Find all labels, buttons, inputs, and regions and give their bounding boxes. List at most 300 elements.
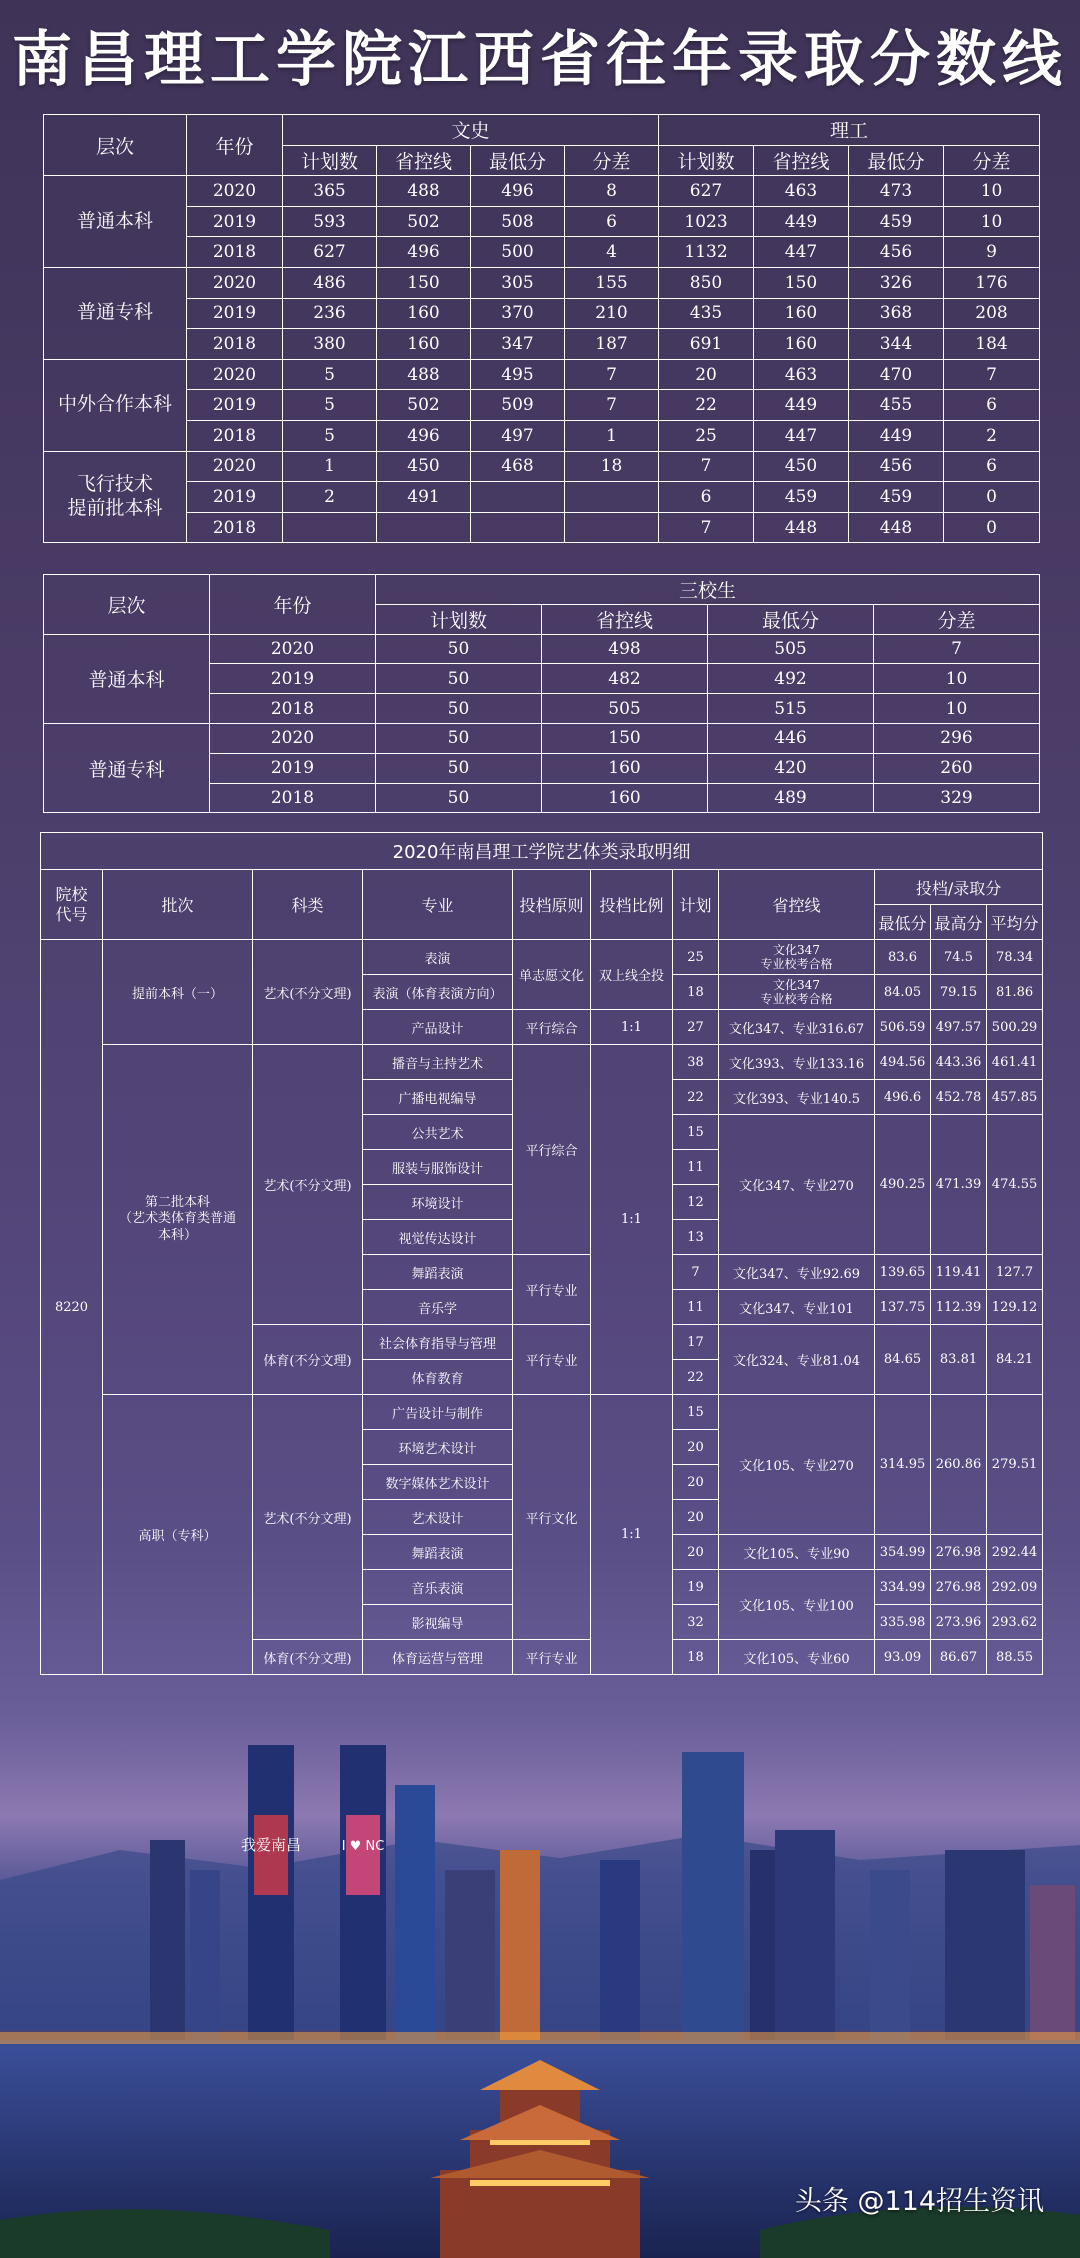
value-cell: 150 [377,267,471,298]
plan: 12 [673,1185,719,1220]
table-row [44,298,1040,329]
max-score: 276.98 [931,1535,987,1570]
header-control-line: 省控线 [542,604,708,634]
principle: 平行专业 [513,1640,591,1675]
value-cell: 505 [708,634,874,664]
major: 舞蹈表演 [363,1255,513,1290]
level-cell: 飞行技术 提前批本科 [44,451,187,543]
value-cell: 0 [944,512,1040,543]
value-cell: 7 [874,634,1040,664]
table-caption: 2020年南昌理工学院艺体类录取明细 [41,833,1043,870]
value-cell: 50 [376,783,542,813]
value-cell: 25 [659,420,754,451]
header-plan: 计划数 [376,604,542,634]
value-cell: 448 [754,512,849,543]
value-cell: 496 [377,420,471,451]
control-line: 文化105、专业270 [719,1395,875,1535]
year-cell: 2018 [187,420,283,451]
major: 表演 [363,940,513,975]
value-cell: 7 [944,359,1040,390]
principle: 平行综合 [513,1045,591,1255]
plan: 32 [673,1605,719,1640]
avg-score: 461.41 [987,1045,1043,1080]
avg-score: 474.55 [987,1115,1043,1255]
value-cell: 0 [944,482,1040,513]
plan: 20 [673,1465,719,1500]
header-control-line: 省控线 [719,870,875,940]
neon-sign-left [254,1815,288,1895]
value-cell: 260 [874,753,1040,783]
value-cell: 368 [849,298,944,329]
value-cell: 7 [565,359,659,390]
avg-score: 292.09 [987,1570,1043,1605]
value-cell: 470 [849,359,944,390]
header-principle: 投档原则 [513,870,591,940]
max-score: 86.67 [931,1640,987,1675]
value-cell: 459 [849,482,944,513]
value-cell: 50 [376,664,542,694]
avg-score: 78.34 [987,940,1043,975]
value-cell: 450 [377,451,471,482]
value-cell: 456 [849,451,944,482]
control-line: 文化105、专业100 [719,1570,875,1640]
value-cell: 482 [542,664,708,694]
value-cell: 160 [542,783,708,813]
header-diff: 分差 [944,145,1040,176]
value-cell: 10 [874,664,1040,694]
min-score: 139.65 [875,1255,931,1290]
control-line: 文化393、专业133.16 [719,1045,875,1080]
value-cell: 498 [542,634,708,664]
ratio: 1:1 [591,1010,673,1045]
value-cell: 210 [565,298,659,329]
value-cell [565,512,659,543]
category-art: 艺术(不分文理) [253,1045,363,1325]
value-cell: 448 [849,512,944,543]
max-score: 74.5 [931,940,987,975]
control-line: 文化347、专业270 [719,1115,875,1255]
plan: 19 [673,1570,719,1605]
school-code: 8220 [41,940,103,1675]
header-ratio: 投档比例 [591,870,673,940]
value-cell: 50 [376,634,542,664]
value-cell: 6 [944,451,1040,482]
level-cell: 普通本科 [44,634,210,723]
year-cell: 2020 [187,359,283,390]
value-cell: 326 [849,267,944,298]
header-diff: 分差 [565,145,659,176]
min-score: 494.56 [875,1045,931,1080]
year-cell: 2020 [210,723,376,753]
table-row [44,634,1040,664]
plan: 25 [673,940,719,975]
header-max: 最高分 [931,905,987,940]
value-cell: 7 [565,390,659,421]
major: 表演（体育表演方向） [363,975,513,1010]
value-cell: 236 [283,298,377,329]
principle: 平行专业 [513,1255,591,1325]
value-cell: 208 [944,298,1040,329]
level-cell: 中外合作本科 [44,359,187,451]
value-cell: 50 [376,723,542,753]
value-cell: 496 [471,176,565,207]
value-cell: 10 [874,694,1040,724]
plan: 15 [673,1395,719,1430]
value-cell: 486 [283,267,377,298]
plan: 20 [673,1500,719,1535]
max-score: 83.81 [931,1325,987,1395]
plan: 20 [673,1535,719,1570]
min-score: 354.99 [875,1535,931,1570]
avg-score: 279.51 [987,1395,1043,1535]
value-cell: 18 [565,451,659,482]
major: 播音与主持艺术 [363,1045,513,1080]
header-plan: 计划 [673,870,719,940]
value-cell: 155 [565,267,659,298]
neon-sign-text-right: I ♥ NC [341,1839,385,1854]
value-cell: 455 [849,390,944,421]
plan: 11 [673,1150,719,1185]
value-cell: 502 [377,206,471,237]
value-cell: 463 [754,176,849,207]
ratio: 1:1 [591,1395,673,1675]
header-sanxiaosheng: 三校生 [376,575,1040,605]
value-cell: 4 [565,237,659,268]
min-score: 137.75 [875,1290,931,1325]
year-cell: 2018 [210,694,376,724]
year-cell: 2020 [187,176,283,207]
principle: 平行文化 [513,1395,591,1640]
value-cell: 329 [874,783,1040,813]
major: 广播电视编导 [363,1080,513,1115]
value-cell: 515 [708,694,874,724]
value-cell: 1023 [659,206,754,237]
value-cell: 489 [708,783,874,813]
value-cell: 344 [849,329,944,360]
table-row [44,329,1040,360]
control-line: 文化347 专业校考合格 [719,975,875,1010]
value-cell: 5 [283,420,377,451]
avg-score: 129.12 [987,1290,1043,1325]
ratio: 双上线全投 [591,940,673,1010]
major: 音乐学 [363,1290,513,1325]
value-cell: 691 [659,329,754,360]
ratio: 1:1 [591,1045,673,1395]
value-cell: 463 [754,359,849,390]
value-cell [565,482,659,513]
value-cell: 160 [377,329,471,360]
value-cell: 10 [944,176,1040,207]
table-row [44,237,1040,268]
major: 视觉传达设计 [363,1220,513,1255]
batch-early: 提前本科（一） [103,940,253,1045]
value-cell: 491 [377,482,471,513]
value-cell: 187 [565,329,659,360]
value-cell: 7 [659,512,754,543]
min-score: 84.65 [875,1325,931,1395]
year-cell: 2020 [187,267,283,298]
table-row [44,420,1040,451]
header-min-score: 最低分 [471,145,565,176]
header-school-code: 院校 代号 [41,870,103,940]
admission-table-general [43,114,1040,543]
year-cell: 2018 [187,329,283,360]
major: 数字媒体艺术设计 [363,1465,513,1500]
header-control-line: 省控线 [754,145,849,176]
value-cell: 176 [944,267,1040,298]
header-score-group: 投档/录取分 [875,870,1043,905]
major: 体育运营与管理 [363,1640,513,1675]
min-score: 496.6 [875,1080,931,1115]
header-min-score: 最低分 [849,145,944,176]
major: 服装与服饰设计 [363,1150,513,1185]
header-year: 年份 [187,115,283,176]
value-cell: 459 [754,482,849,513]
value-cell [377,512,471,543]
header-diff: 分差 [874,604,1040,634]
max-score: 452.78 [931,1080,987,1115]
header-control-line: 省控线 [377,145,471,176]
header-min: 最低分 [875,905,931,940]
value-cell: 5 [283,359,377,390]
max-score: 497.57 [931,1010,987,1045]
avg-score: 293.62 [987,1605,1043,1640]
value-cell: 6 [659,482,754,513]
major: 公共艺术 [363,1115,513,1150]
year-cell: 2018 [187,237,283,268]
value-cell: 370 [471,298,565,329]
art-sports-admission-table [40,832,1043,1675]
value-cell: 22 [659,390,754,421]
batch-vocational: 高职（专科） [103,1395,253,1675]
principle: 平行综合 [513,1010,591,1045]
year-cell: 2019 [187,390,283,421]
header-year: 年份 [210,575,376,635]
value-cell: 627 [283,237,377,268]
value-cell: 420 [708,753,874,783]
value-cell: 20 [659,359,754,390]
value-cell: 508 [471,206,565,237]
avg-score: 457.85 [987,1080,1043,1115]
major: 产品设计 [363,1010,513,1045]
category-art: 艺术(不分文理) [253,940,363,1045]
table-row [44,390,1040,421]
value-cell: 449 [849,420,944,451]
value-cell: 6 [944,390,1040,421]
header-ligong: 理工 [659,115,1040,146]
value-cell: 593 [283,206,377,237]
value-cell: 6 [565,206,659,237]
min-score: 334.99 [875,1570,931,1605]
header-level: 层次 [44,115,187,176]
value-cell: 5 [283,390,377,421]
plan: 22 [673,1080,719,1115]
page-title: 南昌理工学院江西省往年录取分数线 [12,25,1068,95]
plan: 38 [673,1045,719,1080]
admission-table-sanxiaosheng [43,574,1040,813]
principle: 平行专业 [513,1325,591,1395]
city-skyline-photo [0,1700,1080,2258]
avg-score: 88.55 [987,1640,1043,1675]
value-cell: 435 [659,298,754,329]
max-score: 276.98 [931,1570,987,1605]
category-sport: 体育(不分文理) [253,1640,363,1675]
major: 艺术设计 [363,1500,513,1535]
value-cell: 2 [283,482,377,513]
value-cell: 468 [471,451,565,482]
value-cell: 450 [754,451,849,482]
level-cell: 普通专科 [44,267,187,359]
value-cell: 160 [542,753,708,783]
value-cell: 160 [377,298,471,329]
value-cell [471,512,565,543]
min-score: 84.05 [875,975,931,1010]
header-wenshi: 文史 [283,115,659,146]
control-line: 文化105、专业90 [719,1535,875,1570]
value-cell: 50 [376,753,542,783]
batch-second: 第二批本科 （艺术类体育类普通 本科） [103,1045,253,1395]
control-line: 文化347、专业316.67 [719,1010,875,1045]
neon-sign-text-left: 我爱南昌 [240,1836,302,1854]
value-cell: 10 [944,206,1040,237]
control-line: 文化347 专业校考合格 [719,940,875,975]
plan: 11 [673,1290,719,1325]
year-cell: 2019 [210,753,376,783]
avg-score: 500.29 [987,1010,1043,1045]
major: 舞蹈表演 [363,1535,513,1570]
value-cell: 449 [754,390,849,421]
major: 影视编导 [363,1605,513,1640]
max-score: 443.36 [931,1045,987,1080]
header-major: 专业 [363,870,513,940]
year-cell: 2020 [210,634,376,664]
value-cell: 447 [754,237,849,268]
header-avg: 平均分 [987,905,1043,940]
value-cell: 497 [471,420,565,451]
major: 音乐表演 [363,1570,513,1605]
control-line: 文化347、专业101 [719,1290,875,1325]
plan: 27 [673,1010,719,1045]
major: 环境艺术设计 [363,1430,513,1465]
control-line: 文化393、专业140.5 [719,1080,875,1115]
year-cell: 2019 [210,664,376,694]
value-cell: 473 [849,176,944,207]
header-plan: 计划数 [659,145,754,176]
value-cell: 50 [376,694,542,724]
plan: 7 [673,1255,719,1290]
value-cell: 160 [754,298,849,329]
value-cell: 296 [874,723,1040,753]
value-cell: 9 [944,237,1040,268]
value-cell: 305 [471,267,565,298]
major: 社会体育指导与管理 [363,1325,513,1360]
category-art: 艺术(不分文理) [253,1395,363,1640]
table-row [44,512,1040,543]
year-cell: 2019 [187,206,283,237]
value-cell: 150 [542,723,708,753]
min-score: 314.95 [875,1395,931,1535]
year-cell: 2018 [187,512,283,543]
value-cell: 850 [659,267,754,298]
control-line: 文化105、专业60 [719,1640,875,1675]
value-cell: 495 [471,359,565,390]
plan: 15 [673,1115,719,1150]
avg-score: 81.86 [987,975,1043,1010]
value-cell: 488 [377,359,471,390]
value-cell: 627 [659,176,754,207]
plan: 18 [673,975,719,1010]
value-cell: 1 [283,451,377,482]
neon-sign-right [346,1815,380,1895]
value-cell: 509 [471,390,565,421]
value-cell: 456 [849,237,944,268]
value-cell: 502 [377,390,471,421]
value-cell: 488 [377,176,471,207]
year-cell: 2019 [187,298,283,329]
table-row [44,267,1040,298]
value-cell: 2 [944,420,1040,451]
plan: 17 [673,1325,719,1360]
max-score: 79.15 [931,975,987,1010]
value-cell: 150 [754,267,849,298]
value-cell: 492 [708,664,874,694]
value-cell: 500 [471,237,565,268]
year-cell: 2019 [187,482,283,513]
control-line: 文化347、专业92.69 [719,1255,875,1290]
control-line: 文化324、专业81.04 [719,1325,875,1395]
plan: 22 [673,1360,719,1395]
value-cell: 184 [944,329,1040,360]
table-row [44,451,1040,482]
major: 体育教育 [363,1360,513,1395]
avg-score: 84.21 [987,1325,1043,1395]
value-cell: 1132 [659,237,754,268]
header-min-score: 最低分 [708,604,874,634]
level-cell: 普通专科 [44,723,210,812]
value-cell: 347 [471,329,565,360]
watermark: 头条 @114招生资讯 [794,2186,1044,2217]
plan: 18 [673,1640,719,1675]
max-score: 112.39 [931,1290,987,1325]
value-cell: 8 [565,176,659,207]
value-cell [471,482,565,513]
value-cell: 496 [377,237,471,268]
plan: 20 [673,1430,719,1465]
value-cell: 447 [754,420,849,451]
table-row [44,176,1040,207]
table-row [44,206,1040,237]
table-row [44,482,1040,513]
principle: 单志愿文化 [513,940,591,1010]
value-cell: 7 [659,451,754,482]
header-category: 科类 [253,870,363,940]
min-score: 83.6 [875,940,931,975]
value-cell: 1 [565,420,659,451]
value-cell: 160 [754,329,849,360]
max-score: 260.86 [931,1395,987,1535]
table-row [44,359,1040,390]
avg-score: 292.44 [987,1535,1043,1570]
value-cell: 449 [754,206,849,237]
max-score: 471.39 [931,1115,987,1255]
header-plan: 计划数 [283,145,377,176]
year-cell: 2018 [210,783,376,813]
header-batch: 批次 [103,870,253,940]
min-score: 335.98 [875,1605,931,1640]
avg-score: 127.7 [987,1255,1043,1290]
value-cell: 365 [283,176,377,207]
value-cell: 380 [283,329,377,360]
